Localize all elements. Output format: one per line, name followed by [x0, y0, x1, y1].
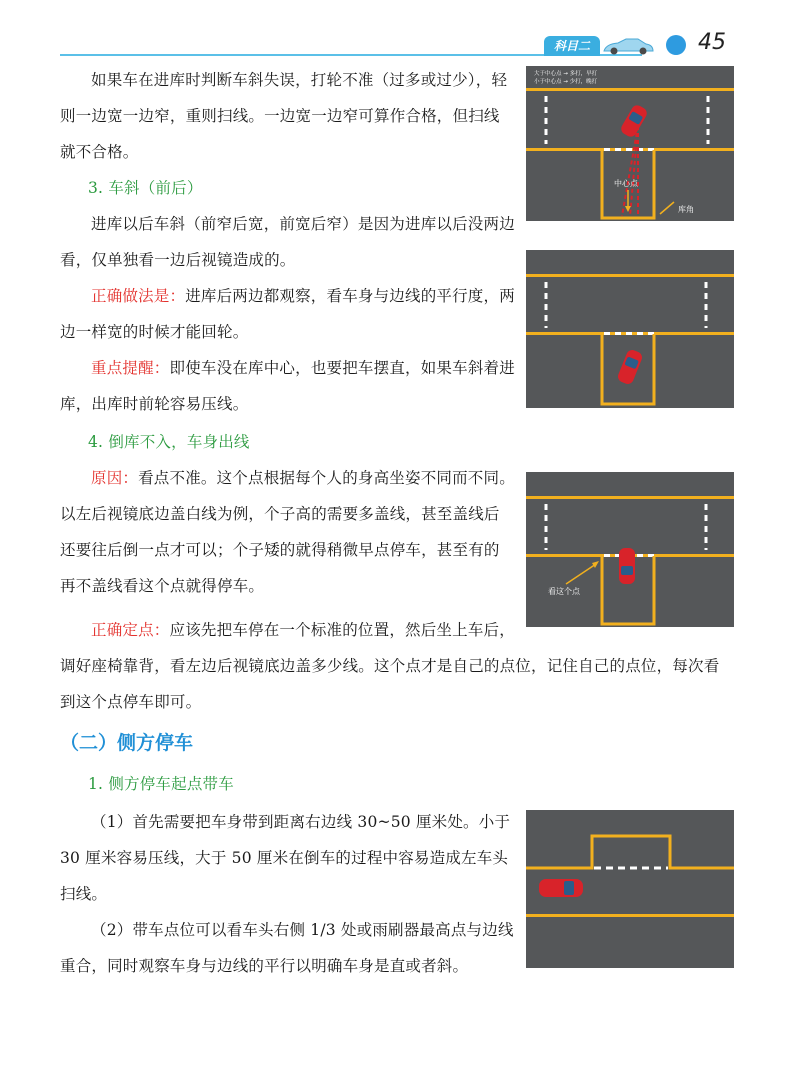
reason-label: 原因：: [91, 469, 139, 487]
paragraph-2: 进库以后车斜（前窄后宽，前宽后窄）是因为进库以后没两边看，仅单独看一边后视镜造成的。: [60, 215, 515, 269]
note-body: 进库后两边都观察，看车身与边线的平行度，两边一样宽的时候才能回轮。: [60, 287, 515, 341]
reason-body: 看点不准。这个点根据每个人的身高坐姿不同而不同。以左后视镜底边盖白线为例，个子高的需要多盖线，甚至盖线后还要往后倒一点才可以；个子矮的就得稍微早点停车，甚至有的再不盖线看这个点就得停车。: [60, 469, 515, 595]
page-number: 45: [698, 30, 726, 55]
note-label: 正确做法是：: [91, 287, 186, 305]
paragraph-8: （2）带车点位可以看车头右侧 1/3 处或雨刷器最高点与边线重合，同时观察车身与边线的平行以明确车身是直或者斜。: [60, 921, 514, 975]
paragraph-7: （1）首先需要把车身带到距离右边线 30~50 厘米处。小于 30 厘米容易压线，大于 50 厘米在倒车的过程中容易造成左车头扫线。: [60, 813, 511, 903]
paragraph-6a: [60, 612, 515, 648]
paragraph-1: 如果车在进库时判断车斜失误，打轮不准（过多或过少），轻则一边宽一边窄，重则扫线。一边宽一边窄可算作合格，但扫线就不合格。: [60, 71, 508, 161]
paragraph-3: [60, 278, 515, 350]
point-label: 正确定点：: [91, 621, 170, 639]
reminder-label: 重点提醒：: [91, 359, 170, 377]
header-dot: [666, 35, 686, 55]
chapter-tab: 科目二: [544, 36, 600, 56]
figure-car-straight-in-garage: [526, 250, 734, 408]
figure-parallel-parking-start: [526, 810, 734, 968]
figure-reference-point: [526, 472, 734, 627]
paragraph-5: [60, 460, 515, 604]
reminder-body: 即使车没在库中心，也要把车摆直，如果车斜着进库，出库时前轮容易压线。: [60, 359, 515, 413]
paragraph-4: [60, 350, 515, 422]
section-title: （二）侧方停车: [60, 732, 194, 754]
label-center-point: 中心点: [614, 179, 638, 188]
page-header: [60, 30, 732, 60]
car-icon: [600, 36, 656, 56]
label-look-point: 看这个点: [548, 587, 580, 596]
road-side-line: [526, 914, 734, 917]
heading-5: 1. 侧方停车起点带车: [88, 775, 234, 793]
heading-4: 4. 倒库不入，车身出线: [88, 433, 250, 451]
figure-reverse-center-point: [526, 66, 734, 221]
legend-line-2: 小于中心点 → 少打，晚打: [534, 79, 598, 85]
car-top-view: [619, 548, 635, 584]
paragraph-6b: 调好座椅靠背，看左边后视镜底边盖多少线。这个点才是自己的点位，记住自己的点位，每次看到这个点停车即可。: [60, 657, 720, 711]
car-top-view: [539, 879, 583, 897]
road-edge-line: [526, 88, 734, 91]
label-garage-corner: 库角: [678, 205, 694, 214]
legend-line-1: 大于中心点 → 多打，早打: [534, 71, 598, 77]
point-body: 应该先把车停在一个标准的位置，然后坐上车后，: [169, 621, 515, 639]
heading-3: 3. 车斜（前后）: [88, 179, 203, 197]
